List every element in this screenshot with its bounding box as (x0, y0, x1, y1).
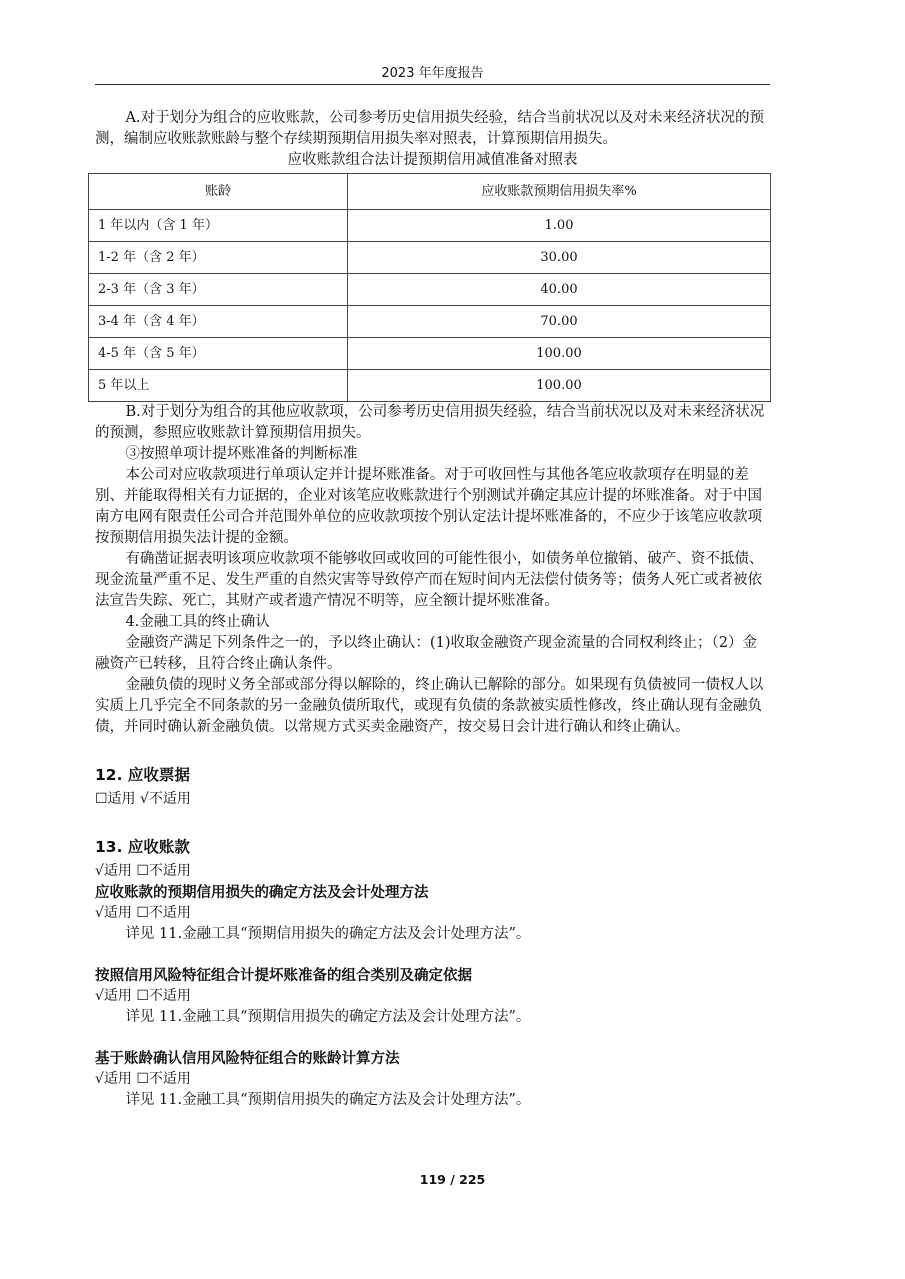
subsection-1-text: 详见 11.金融工具“预期信用损失的确定方法及会计处理方法”。 (125, 926, 531, 942)
paragraph-a: A.对于划分为组合的应收账款，公司参考历史信用损失经验，结合当前状况以及对未来经济状况的预测，编制应收账款账龄与整个存续期预期信用损失率对照表，计算预期信用损失。 (95, 110, 765, 147)
subsection-1-title: 应收账款的预期信用损失的确定方法及会计处理方法 (95, 884, 429, 901)
rate-cell: 30.00 (348, 242, 771, 274)
subsection-2-text: 详见 11.金融工具“预期信用损失的确定方法及会计处理方法”。 (125, 1009, 531, 1025)
section-13-title: 13. 应收账款 (95, 838, 190, 856)
table-row (89, 242, 771, 274)
aging-cell: 4-5 年（含 5 年） (89, 338, 348, 370)
page-number: 119 / 225 (419, 1172, 486, 1187)
subsection-2-title: 按照信用风险特征组合计提坏账准备的组合类别及确定依据 (95, 967, 472, 984)
section-12-title: 12. 应收票据 (95, 766, 190, 784)
column-header-loss-rate: 应收账款预期信用损失率% (348, 174, 771, 210)
rate-cell: 1.00 (348, 210, 771, 242)
rate-cell: 40.00 (348, 274, 771, 306)
item4-paragraph-2: 金融负债的现时义务全部或部分得以解除的，终止确认已解除的部分。如果现有负债被同一债权人以实质上几乎完全不同条款的另一金融负债所取代，或现有负债的条款被实质性修改，终止确认现有金融负债，并同时确认新金融负债。以常规方式买卖金融资产，按交易日会计进行确认和终止确认。 (95, 677, 764, 735)
aging-cell: 1 年以内（含 1 年） (89, 210, 348, 242)
item4-paragraph-1: 金融资产满足下列条件之一的，予以终止确认：(1)收取金融资产现金流量的合同权利终止；（2）金融资产已转移，且符合终止确认条件。 (95, 635, 757, 672)
aging-cell: 2-3 年（含 3 年） (89, 274, 348, 306)
aging-cell: 3-4 年（含 4 年） (89, 306, 348, 338)
paragraph-b: B.对于划分为组合的其他应收款项，公司参考历史信用损失经验，结合当前状况以及对未来经济状况的预测，参照应收账款计算预期信用损失。 (95, 404, 765, 441)
item3-title: ③按照单项计提坏账准备的判断标准 (125, 446, 358, 462)
item3-paragraph-2: 有确凿证据表明该项应收款项不能够收回或收回的可能性很小，如债务单位撤销、破产、资不抵债、现金流量严重不足、发生严重的自然灾害等导致停产而在短时间内无法偿付债务等；债务人死亡或者被依法宣告失踪、死亡，其财产或者遗产情况不明等，应全额计提坏账准备。 (95, 551, 764, 609)
header-divider (95, 84, 770, 85)
rate-cell: 100.00 (348, 338, 771, 370)
subsection-2-options: √适用 ☐不适用 (95, 988, 191, 1004)
aging-cell: 5 年以上 (89, 370, 348, 402)
item4-title: 4.金融工具的终止确认 (125, 614, 270, 630)
page-header: 2023 年年度报告 (381, 66, 484, 81)
aging-cell: 1-2 年（含 2 年） (89, 242, 348, 274)
item3-paragraph-1: 本公司对应收款项进行单项认定并计提坏账准备。对于可收回性与其他各笔应收款项存在明显的差别、并能取得相关有力证据的，企业对该笔应收账款进行个别测试并确定其应计提的坏账准备。对于中国南方电网有限责任公司合并范围外单位的应收款项按个别认定法计提坏账准备的，不应少于该笔应收款项按预期信用损失法计提的金额。 (95, 467, 762, 546)
column-header-aging: 账龄 (89, 174, 348, 210)
section-13-options: √适用 ☐不适用 (95, 863, 191, 879)
table-row (89, 274, 771, 306)
subsection-3-title: 基于账龄确认信用风险特征组合的账龄计算方法 (95, 1050, 400, 1067)
rate-cell: 70.00 (348, 306, 771, 338)
rate-cell: 100.00 (348, 370, 771, 402)
section-12-options: ☐适用 √不适用 (95, 791, 191, 807)
table-row (89, 306, 771, 338)
table-row (89, 370, 771, 402)
subsection-3-options: √适用 ☐不适用 (95, 1071, 191, 1087)
subsection-3-text: 详见 11.金融工具“预期信用损失的确定方法及会计处理方法”。 (125, 1092, 531, 1108)
table-title: 应收账款组合法计提预期信用减值准备对照表 (287, 152, 578, 168)
main-content (95, 108, 770, 1111)
table-row (89, 210, 771, 242)
table-row (89, 338, 771, 370)
aging-loss-rate-table (88, 173, 771, 402)
subsection-1-options: √适用 ☐不适用 (95, 905, 191, 921)
table-header-row (89, 174, 771, 210)
